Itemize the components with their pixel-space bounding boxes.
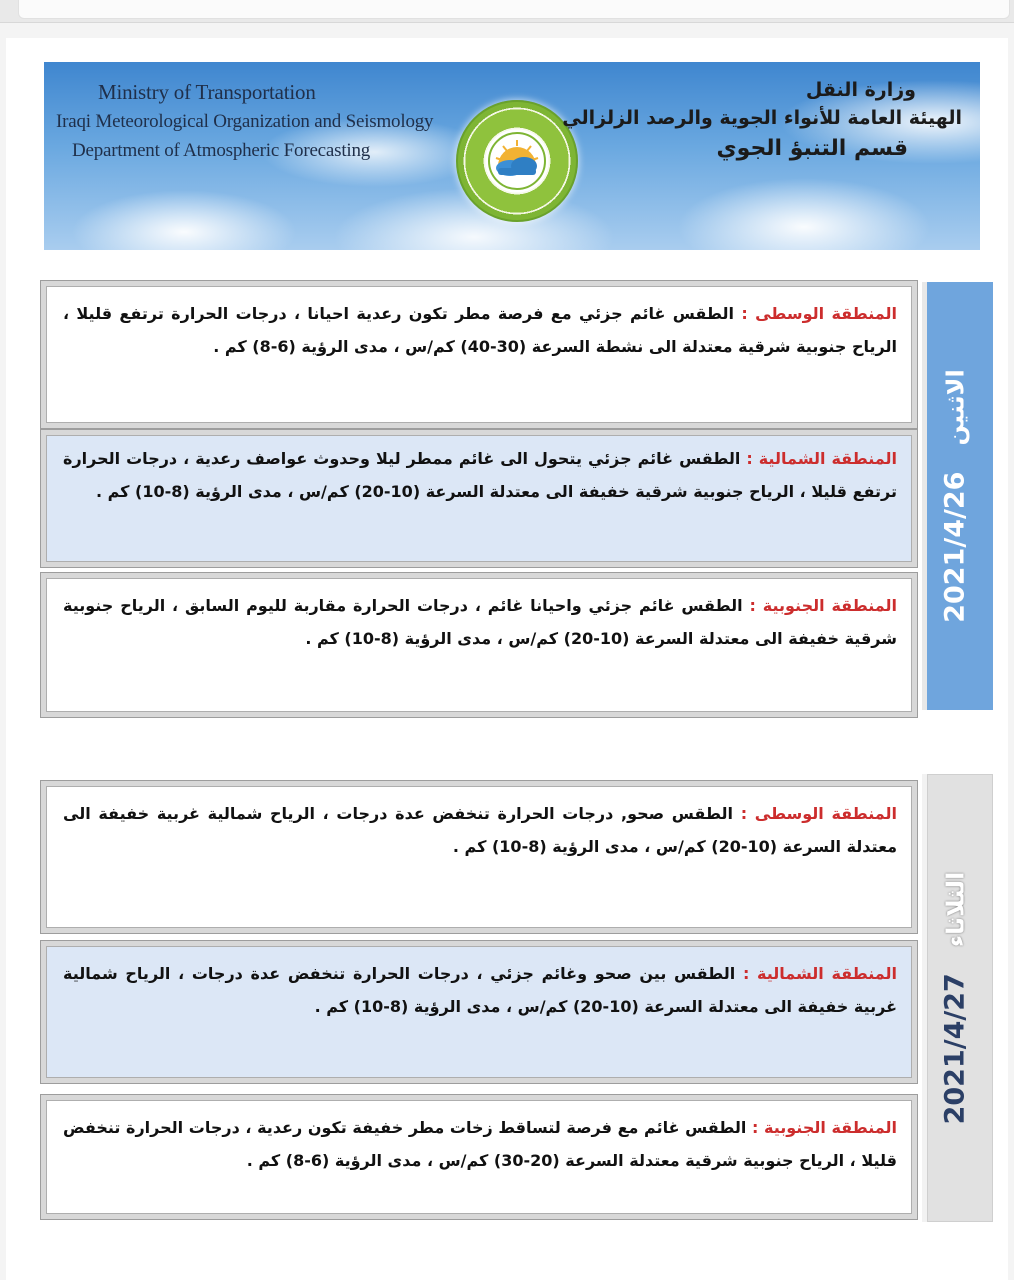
- day2-central-panel: [46, 786, 912, 928]
- region-name: المنطقة الجنوبية :: [749, 596, 898, 615]
- department-name-en: Department of Atmospheric Forecasting: [72, 140, 371, 161]
- organization-logo: [456, 100, 578, 222]
- region-forecast: الطقس صحو, درجات الحرارة تنخفض عدة درجات ، الرياح شمالية غربية خفيفة الى معتدلة السرعة (10-20) كم/س ، مدى الرؤية (8-10) كم .: [63, 804, 897, 856]
- region-name: المنطقة الجنوبية :: [752, 1118, 898, 1137]
- forecast-text: [63, 589, 897, 655]
- region-forecast: الطقس بين صحو وغائم جزئي ، درجات الحرارة تنخفض عدة درجات ، الرياح شمالية غربية خفيفة الى معتدلة السرعة (10-20) كم/س ، مدى الرؤية (8-10) كم .: [63, 964, 897, 1016]
- day2-south-panel: [46, 1100, 912, 1214]
- date-text: 2021/4/27: [939, 973, 971, 1125]
- day1-central-panel: [46, 286, 912, 423]
- forecast-text: [63, 297, 897, 363]
- ministry-name-ar: وزارة النقل: [805, 79, 916, 101]
- forecast-text: [63, 442, 897, 508]
- day1-date-sidebar: [922, 282, 988, 710]
- ministry-name-en: Ministry of Transportation: [98, 80, 316, 104]
- weekday-text: الاثنين: [941, 369, 969, 446]
- region-forecast: الطقس غائم جزئي يتحول الى غائم ممطر ليلا وحدوث عواصف رعدية ، درجات الحرارة ترتفع قليلا ، الرياح جنوبية شرقية خفيفة الى معتدلة السرعة (10-20) كم/س ، مدى الرؤية (8-10) كم .: [63, 449, 897, 501]
- department-name-ar: قسم التنبؤ الجوي: [716, 136, 908, 161]
- day2-date-label: [940, 872, 971, 1125]
- forecast-text: [63, 957, 897, 1023]
- window-top-edge: [0, 0, 1014, 23]
- day2-north-panel: [46, 946, 912, 1078]
- organization-name-en: Iraqi Meteorological Organization and Seismology: [56, 111, 434, 132]
- organization-name-ar: الهيئة العامة للأنواء الجوية والرصد الزلزالي: [562, 107, 962, 129]
- region-name: المنطقة الوسطى :: [741, 304, 898, 323]
- region-forecast: الطقس غائم جزئي واحيانا غائم ، درجات الحرارة مقاربة لليوم السابق ، الرياح جنوبية شرقية خفيفة الى معتدلة السرعة (10-20) كم/س ، مدى الرؤية (8-10) كم .: [63, 596, 897, 648]
- day2-date-sidebar: [922, 774, 988, 1222]
- weekday-text: الثلاثاء: [941, 871, 969, 948]
- region-name: المنطقة الوسطى :: [740, 804, 898, 823]
- english-header: [56, 78, 433, 165]
- top-tab-strip: [18, 0, 1010, 19]
- logo-emblem-icon: [458, 102, 576, 220]
- day1-south-panel: [46, 578, 912, 712]
- region-forecast: الطقس غائم مع فرصة لتساقط زخات مطر خفيفة تكون رعدية ، درجات الحرارة تنخفض قليلا ، الرياح جنوبية شرقية معتدلة السرعة (20-30) كم/س ، مدى الرؤية (6-8) كم .: [63, 1118, 897, 1170]
- region-name: المنطقة الشمالية :: [746, 449, 898, 468]
- day1-date-label: [940, 369, 971, 623]
- forecast-text: [63, 797, 897, 863]
- forecast-text: [63, 1111, 897, 1177]
- region-name: المنطقة الشمالية :: [742, 964, 898, 983]
- arabic-header: [562, 76, 962, 166]
- header-banner: [44, 62, 980, 250]
- date-text: 2021/4/26: [939, 471, 971, 623]
- day1-north-panel: [46, 435, 912, 562]
- region-forecast: الطقس غائم جزئي مع فرصة مطر تكون رعدية احيانا ، درجات الحرارة ترتفع قليلا ، الرياح جنوبية شرقية معتدلة الى نشطة السرعة (30-40) كم/س ، مدى الرؤية (6-8) كم .: [63, 304, 897, 356]
